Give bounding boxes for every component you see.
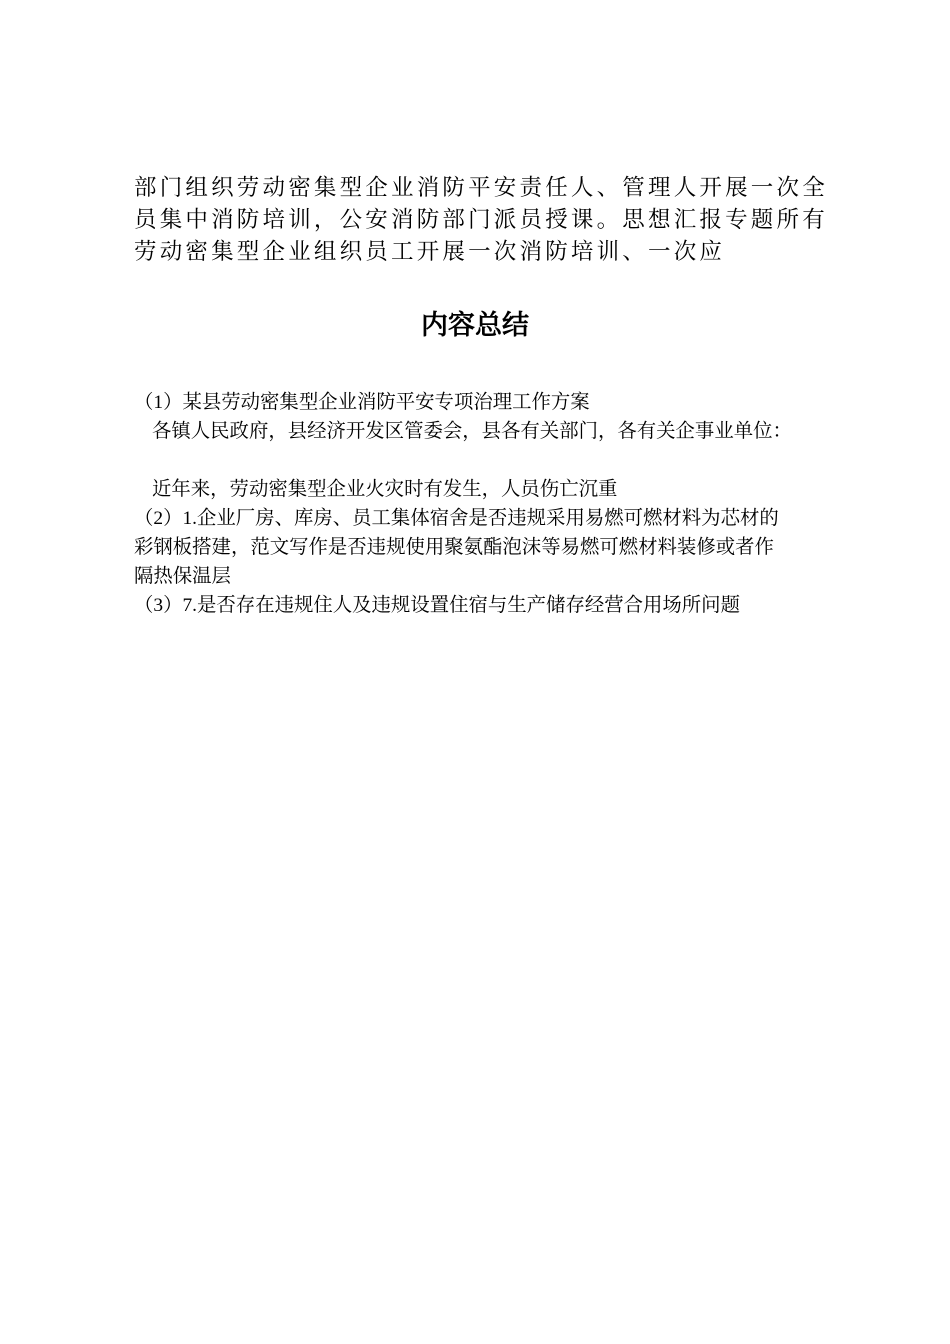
- summary-item-3: （3）7.是否存在违规住人及违规设置住宿与生产储存经营合用场所问题: [134, 595, 740, 616]
- intro-line: 员集中消防培训，公安消防部门派员授课。思想汇报专题所有: [134, 207, 828, 233]
- summary-item-2-line: 隔热保温层: [134, 566, 231, 587]
- summary-item-1: （1）某县劳动密集型企业消防平安专项治理工作方案: [134, 392, 590, 413]
- intro-paragraph: [134, 172, 834, 268]
- intro-line: 劳动密集型企业组织员工开展一次消防培训、一次应: [134, 239, 726, 265]
- intro-line: 部门组织劳动密集型企业消防平安责任人、管理人开展一次全: [134, 175, 828, 201]
- summary-heading: 内容总结: [421, 310, 529, 341]
- summary-item-1-body: 近年来，劳动密集型企业火灾时有发生，人员伤亡沉重: [152, 479, 618, 500]
- summary-item-2-line: （2）1.企业厂房、库房、员工集体宿舍是否违规采用易燃可燃材料为芯材的: [134, 508, 779, 529]
- summary-item-1-addressee: 各镇人民政府，县经济开发区管委会，县各有关部门，各有关企事业单位：: [152, 421, 792, 442]
- summary-section: [134, 388, 834, 620]
- summary-item-2-line: 彩钢板搭建，范文写作是否违规使用聚氨酯泡沫等易燃可燃材料装修或者作: [134, 537, 774, 558]
- blank-line: [134, 446, 834, 475]
